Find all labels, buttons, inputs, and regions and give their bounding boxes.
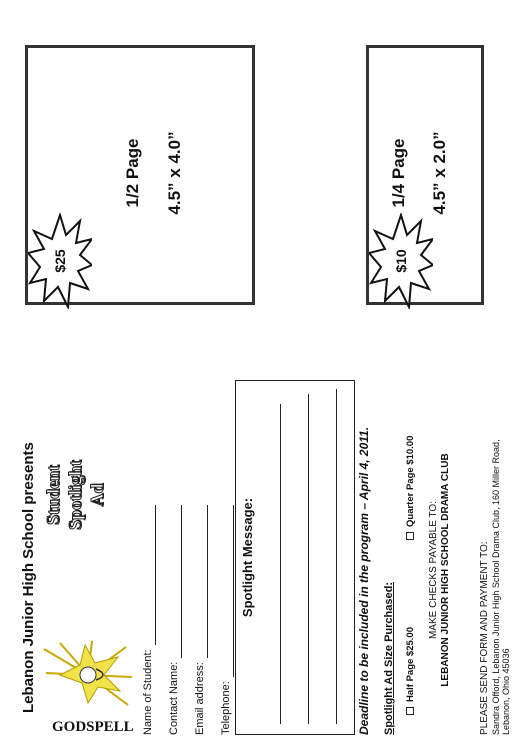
- form-heading: Lebanon Junior High School presents: [20, 442, 37, 713]
- contact-fields: [130, 505, 234, 735]
- quarter-page-size: 4.5” x 2.0”: [430, 131, 449, 215]
- telephone-label: Telephone:: [220, 681, 232, 735]
- send-line-2: Sandra Offord, Lebanon Junior High School Drama Club, 160 Miller Road,: [490, 439, 501, 735]
- student-name-field[interactable]: [130, 505, 156, 735]
- quarter-price-label: $10: [393, 249, 409, 273]
- payable-line-2: LEBANON JUNIOR HIGH SCHOOL DRAMA CLUB: [440, 453, 451, 687]
- contact-name-line[interactable]: [168, 505, 182, 658]
- logo-text: GODSPELL: [52, 719, 134, 735]
- spotlight-ad-title: [42, 395, 108, 595]
- quarter-page-option[interactable]: [405, 436, 416, 540]
- half-price-burst: [28, 213, 92, 309]
- send-block: [480, 315, 512, 735]
- quarter-page-label: 1/4 Page: [389, 138, 408, 208]
- payable-line-1: MAKE CHECKS PAYABLE TO:: [428, 501, 439, 640]
- size-purchased-label: Spotlight Ad Size Purchased:: [383, 582, 395, 735]
- contact-name-field[interactable]: [156, 505, 182, 735]
- deadline-text: Deadline to be included in the program – April 4, 2011.: [357, 426, 371, 735]
- student-name-label: Name of Student:: [142, 649, 154, 735]
- godspell-logo: [40, 640, 135, 735]
- contact-name-label: Contact Name:: [168, 661, 180, 735]
- email-line[interactable]: [194, 505, 208, 658]
- payable-block: [428, 450, 452, 690]
- quarter-page-checkbox[interactable]: [406, 532, 414, 540]
- email-label: Email address:: [194, 662, 206, 735]
- spotlight-title-line-3: Ad: [87, 483, 107, 507]
- spotlight-title-line-1: Student: [43, 464, 63, 526]
- half-page-option-label: Half Page $25.00: [405, 627, 416, 702]
- order-form: [20, 335, 520, 735]
- half-page-ad-box: [25, 45, 255, 305]
- half-page-size: 4.5” x 4.0”: [165, 131, 184, 215]
- message-line-1: [280, 404, 281, 724]
- telephone-line[interactable]: [220, 505, 234, 677]
- half-page-label: 1/2 Page: [123, 138, 142, 208]
- spotlight-message-label: Spotlight Message:: [240, 497, 255, 618]
- half-page-option[interactable]: [405, 627, 416, 715]
- quarter-price-burst: [369, 213, 433, 309]
- student-name-line[interactable]: [142, 505, 156, 645]
- email-field[interactable]: [182, 505, 208, 735]
- send-line-3: Lebanon, Ohio 45036: [501, 648, 511, 735]
- spotlight-message-box[interactable]: [235, 380, 355, 735]
- half-page-checkbox[interactable]: [406, 707, 414, 715]
- telephone-field[interactable]: [208, 505, 234, 735]
- spotlight-title-line-2: Spotlight: [65, 459, 85, 531]
- message-line-2: [308, 394, 309, 724]
- quarter-page-option-label: Quarter Page $10.00: [405, 435, 416, 527]
- quarter-page-ad-box: [366, 45, 484, 305]
- send-line-1: PLEASE SEND FORM AND PAYMENT TO:: [479, 541, 490, 735]
- message-line-3: [336, 389, 337, 724]
- half-price-label: $25: [52, 249, 68, 273]
